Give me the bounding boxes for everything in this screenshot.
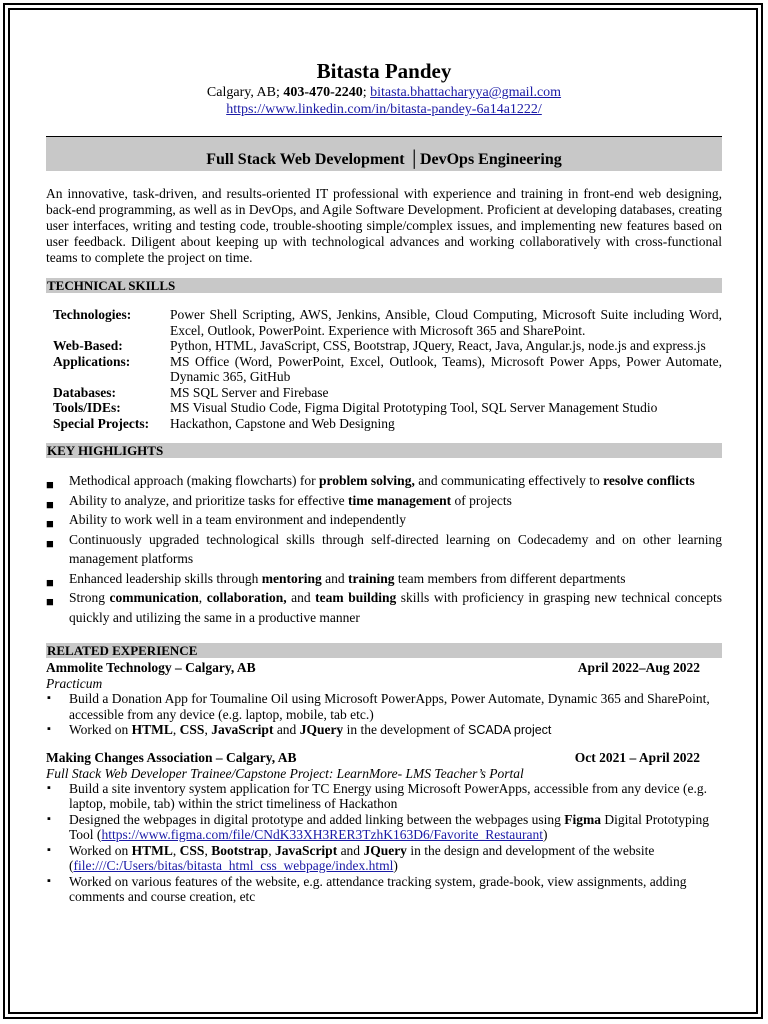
linkedin-link[interactable]: https://www.linkedin.com/in/bitasta-pandey-6a14a1222/ xyxy=(226,102,542,117)
bullet-icon: ▪ xyxy=(47,781,51,794)
job-bullet xyxy=(46,781,722,812)
bullet-emphasis: JQuery xyxy=(363,842,407,858)
highlight-text: Ability to work well in a team environment and independently xyxy=(69,512,407,527)
skill-value: Hackathon, Capstone and Web Designing xyxy=(170,415,395,431)
highlight-item xyxy=(46,588,722,627)
job-bullet xyxy=(46,691,722,722)
highlight-text: Enhanced leadership skills through xyxy=(69,570,262,586)
title-right: DevOps Engineering xyxy=(419,151,562,168)
skill-value: MS Visual Studio Code, Figma Digital Prototyping Tool, SQL Server Management Studio xyxy=(170,400,658,415)
highlight-text: of projects xyxy=(451,492,512,508)
bullet-text: , xyxy=(204,842,212,858)
highlight-text: team members from different departments xyxy=(394,570,626,586)
skill-value: MS SQL Server and Firebase xyxy=(170,384,329,400)
job-spacer xyxy=(46,739,722,750)
bullet-icon: ▪ xyxy=(47,874,51,887)
job-bullet xyxy=(46,843,722,874)
section-heading-highlights: KEY HIGHLIGHTS xyxy=(46,443,722,458)
skill-row xyxy=(53,354,722,385)
job-dates: April 2022–Aug 2022 xyxy=(577,660,700,675)
bullet-emphasis: JavaScript xyxy=(274,842,338,858)
bullet-icon: ■ xyxy=(46,516,54,531)
candidate-name: Bitasta Pandey xyxy=(316,59,452,83)
bullet-icon: ▪ xyxy=(47,843,51,856)
bullet-icon: ■ xyxy=(46,477,54,492)
linkedin-line xyxy=(46,101,722,118)
highlight-item xyxy=(46,569,722,589)
professional-summary: An innovative, task-driven, and results-oriented IT professional with experience and training in front-end web designing, back-end programming, as well as in DevOps, and Agile Software Development. Proficient at developing databases, creating user interfaces, writing and testing code, trouble-shooting simple/complex issues, and implementing new features based on user feedback. Diligent about keeping up with technological advances and working collaboratively with cross-functional teams to complete the project on time. xyxy=(46,186,722,265)
reference-link[interactable]: https://www.figma.com/file/CNdK33XH3RER3TzhK163D6/Favorite_Restaurant xyxy=(101,827,544,842)
title-divider: │ xyxy=(408,151,420,168)
bullet-text: Digital Prototyping Tool ( xyxy=(69,811,709,842)
email-link[interactable]: bitasta.bhattacharyya@gmail.com xyxy=(370,85,562,100)
skill-label: Tools/IDEs: xyxy=(53,400,121,415)
bullet-text: in the development of xyxy=(343,722,469,737)
bullet-emphasis: HTML xyxy=(131,842,173,858)
bullet-emphasis: JQuery xyxy=(299,722,344,737)
bullet-emphasis: Figma xyxy=(564,811,601,827)
highlight-emphasis: communication xyxy=(109,590,199,605)
reference-link[interactable]: file:///C:/Users/bitas/bitasta_html_css_webpage/index.html xyxy=(73,858,394,873)
bullet-text: , xyxy=(204,722,212,737)
bullet-icon: ▪ xyxy=(47,692,51,704)
job-header xyxy=(46,750,722,766)
location: Calgary, AB; xyxy=(206,85,280,100)
bullet-emphasis: JavaScript xyxy=(211,722,274,737)
bullet-text: Build a Donation App for Toumaline Oil using Microsoft PowerApps, Power Automate, Dynamic 365 and SharePoint, accessible from any device (e.g. laptop, mobile, tab etc.) xyxy=(69,691,710,722)
bullet-emphasis: HTML xyxy=(131,722,173,737)
highlight-text: Methodical approach (making flowcharts) for xyxy=(69,473,320,488)
bullet-icon: ▪ xyxy=(47,812,51,825)
experience-list xyxy=(46,660,722,905)
bullet-text: Worked on xyxy=(69,842,132,858)
bullet-icon: ■ xyxy=(46,496,54,512)
skill-value: Power Shell Scripting, AWS, Jenkins, Ansible, Cloud Computing, Microsoft Suite including Word, Excel, Outlook, PowerPoint. Experience with Microsoft 365 and SharePoint. xyxy=(170,307,722,338)
highlight-item xyxy=(46,510,722,530)
highlight-text: Ability to analyze, and prioritize tasks for effective xyxy=(69,492,349,508)
resume-document xyxy=(46,58,722,905)
highlight-emphasis: team building xyxy=(315,590,397,605)
job-organization: Ammolite Technology – Calgary, AB xyxy=(46,660,256,675)
skill-label: Applications: xyxy=(53,353,131,369)
bullet-text: ) xyxy=(393,858,398,873)
title-left: Full Stack Web Development xyxy=(206,151,405,168)
skill-label: Web-Based: xyxy=(53,338,123,353)
bullet-text: and xyxy=(273,722,300,737)
highlight-emphasis: training xyxy=(347,570,395,586)
bullet-icon: ■ xyxy=(46,535,54,551)
skill-value: MS Office (Word, PowerPoint, Excel, Outlook, Teams), Microsoft Power Apps, Power Automate, Dynamic 365, GitHub xyxy=(170,353,722,384)
bullet-text: , xyxy=(172,722,180,737)
job-header xyxy=(46,660,722,676)
highlight-text: Continuously upgraded technological skills through self-directed learning on Codecademy and on other learning management platforms xyxy=(69,531,722,566)
bullet-text: Designed the webpages in digital prototype and added linking between the webpages using xyxy=(69,811,565,827)
skill-label: Databases: xyxy=(53,384,116,400)
job-role: Full Stack Web Developer Trainee/Capstone Project: LearnMore- LMS Teacher’s Portal xyxy=(46,765,524,781)
highlight-item xyxy=(46,530,722,569)
job-bullet xyxy=(46,812,722,843)
skill-row xyxy=(53,416,722,432)
skill-row xyxy=(53,338,722,354)
bullet-emphasis: CSS xyxy=(179,722,205,737)
bullet-text: ) xyxy=(543,827,548,842)
bullet-text: and xyxy=(337,842,364,858)
contact-separator: ; xyxy=(362,85,367,100)
highlight-emphasis: resolve conflicts xyxy=(603,473,695,488)
bullet-text: SCADA project xyxy=(468,723,552,737)
highlight-emphasis: collaboration, xyxy=(206,590,287,605)
job-dates: Oct 2021 – April 2022 xyxy=(574,749,700,765)
bullet-icon: ■ xyxy=(46,594,54,609)
bullet-text: Worked on various features of the website, e.g. attendance tracking system, grade-book, view assignments, adding comments and course creation, etc xyxy=(69,873,687,904)
job-bullets xyxy=(46,691,722,739)
bullet-emphasis: CSS xyxy=(179,842,205,858)
skill-value: Python, HTML, JavaScript, CSS, Bootstrap, JQuery, React, Java, Angular.js, node.js and express.js xyxy=(170,338,706,353)
highlight-emphasis: problem solving, xyxy=(319,473,415,488)
highlight-text: , xyxy=(198,590,207,605)
skill-row xyxy=(53,307,722,338)
skill-label: Special Projects: xyxy=(53,415,150,431)
skill-label: Technologies: xyxy=(53,307,132,322)
bullet-text: in the design and development of the website ( xyxy=(69,842,655,873)
phone: 403-470-2240 xyxy=(283,85,363,100)
job-bullet xyxy=(46,874,722,905)
section-heading-experience: RELATED EXPERIENCE xyxy=(46,643,722,658)
bullet-icon: ▪ xyxy=(47,723,51,735)
bullet-icon: ■ xyxy=(46,574,54,590)
job-bullet xyxy=(46,722,722,739)
bullet-text: Build a site inventory system application for TC Energy using Microsoft PowerApps, accessible from any device (e.g. laptop, mobile, tab) within the strict timeliness of Hackathon xyxy=(69,780,707,811)
contact-line xyxy=(46,84,722,101)
bullet-emphasis: Bootstrap xyxy=(211,842,269,858)
highlight-text: Strong xyxy=(69,590,110,605)
highlight-text: and communicating effectively to xyxy=(414,473,604,488)
highlight-text: skills with proficiency in grasping new technical concepts quickly and utilizing the same in a productive manner xyxy=(69,590,722,625)
highlight-text: and xyxy=(321,570,348,586)
highlight-emphasis: time management xyxy=(348,492,452,508)
highlights-list xyxy=(46,471,722,627)
bullet-text: , xyxy=(268,842,275,858)
highlight-emphasis: mentoring xyxy=(261,570,322,586)
job-role: Practicum xyxy=(46,676,103,691)
highlight-item xyxy=(46,471,722,491)
highlight-item xyxy=(46,491,722,511)
bullet-text: Worked on xyxy=(69,722,132,737)
skills-table xyxy=(53,307,722,431)
professional-title xyxy=(46,137,722,171)
job-organization: Making Changes Association – Calgary, AB xyxy=(46,749,297,765)
skill-row xyxy=(53,385,722,401)
highlight-text: and xyxy=(286,590,316,605)
job-bullets xyxy=(46,781,722,905)
section-heading-skills: TECHNICAL SKILLS xyxy=(46,278,722,293)
bullet-text: , xyxy=(172,842,180,858)
skill-row xyxy=(53,400,722,416)
